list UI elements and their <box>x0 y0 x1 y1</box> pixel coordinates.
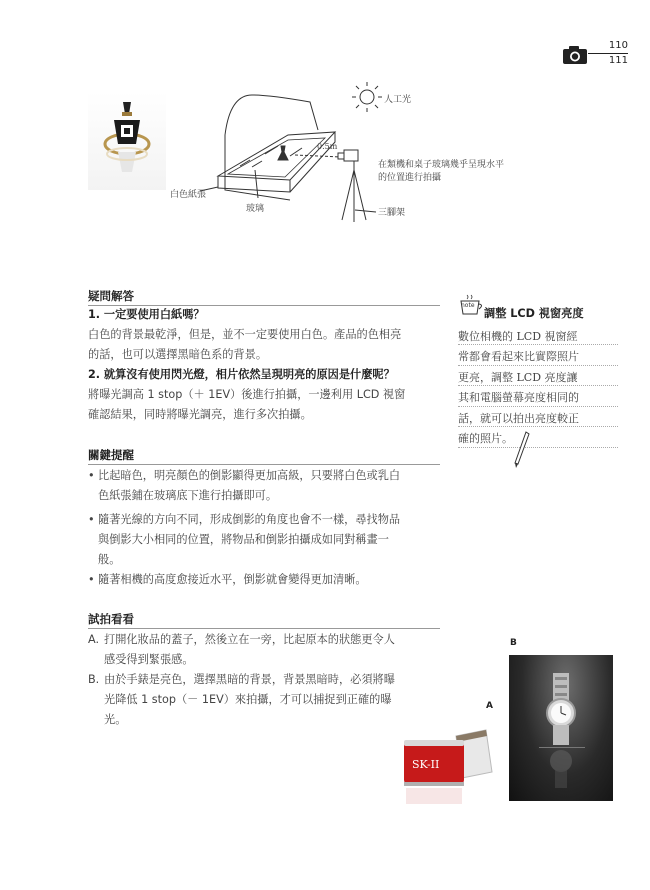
try-a-line1: 打開化妝品的蓋子，然後立在一旁，比起原本的狀態更令人 <box>104 633 395 646</box>
faq-title: 疑問解答 <box>88 289 134 303</box>
try-b-line3: 光。 <box>104 713 127 726</box>
faq-answer-1-line1: 白色的背景最乾淨，但是，並不一定要使用白色。產品的色相亮 <box>88 328 402 341</box>
tip-1-line2: 色紙張鋪在玻璃底下進行拍攝即可。 <box>98 489 278 502</box>
try-b-line1: 由於手錶是亮色，選擇黑暗的背景，背景黑暗時，必須將曝 <box>104 673 395 686</box>
note-badge-text: note <box>461 302 475 309</box>
tips-divider <box>88 464 440 465</box>
note-body <box>458 325 618 455</box>
photo-b-label: B <box>510 638 517 648</box>
setup-sketch <box>170 70 590 240</box>
note-title: 調整 LCD 視窗亮度 <box>484 307 584 320</box>
faq-answer-1-line2: 的話，也可以選擇黑暗色系的背景。 <box>88 348 268 361</box>
watch-photo <box>509 655 613 801</box>
sk2-brand-text: SK-II <box>412 758 440 771</box>
glass-label: 玻璃 <box>246 204 265 214</box>
tip-2-line1: 隨著光線的方向不同，形成倒影的角度也會不一樣，尋找物品 <box>98 513 401 526</box>
light-label: 人工光 <box>384 95 412 105</box>
tip-bullet-2: • <box>88 513 95 526</box>
page-number-right: 111 <box>608 55 628 66</box>
page-numbers <box>588 40 628 67</box>
camera-icon <box>562 44 588 70</box>
try-a-label: A. <box>88 633 100 646</box>
pen-icon <box>512 430 530 474</box>
tripod-label: 三腳架 <box>378 208 406 218</box>
tip-bullet-1: • <box>88 469 95 482</box>
note-line-5: 話，就可以拍出亮度較正 <box>458 412 579 425</box>
note-badge <box>458 294 486 320</box>
try-title: 試拍看看 <box>88 612 134 626</box>
try-divider <box>88 628 440 629</box>
faq-question-1: 1. 一定要使用白紙嗎？ <box>88 308 205 321</box>
note-line-3: 更亮，調整 LCD 亮度讓 <box>458 371 578 384</box>
photo-a-label: A <box>486 701 493 711</box>
camera-note-line1: 在類機和桌子玻璃幾乎呈現水平 <box>378 160 505 170</box>
faq-question-2: 2. 就算沒有使用閃光燈，相片依然呈現明亮的原因是什麼呢？ <box>88 368 395 381</box>
note-line-1: 數位相機的 LCD 視窗經 <box>458 330 578 343</box>
note-line-2: 常都會看起來比實際照片 <box>458 350 579 363</box>
distance-label: 0.5m <box>317 142 338 151</box>
camera-note-line2: 的位置進行拍攝 <box>378 173 442 183</box>
tip-bullet-3: • <box>88 573 95 586</box>
try-b-label: B. <box>88 673 100 686</box>
page-number-left: 110 <box>608 40 628 51</box>
tip-2-line3: 般。 <box>98 553 121 566</box>
note-line-4: 其和電腦螢幕亮度相同的 <box>458 391 579 404</box>
cosmetic-jar-photo <box>398 712 502 812</box>
paper-label: 白色紙張 <box>170 190 207 200</box>
faq-answer-2-line2: 確認結果，同時將曝光調亮，進行多次拍攝。 <box>88 408 312 421</box>
tip-1-line1: 比起暗色，明亮顏色的倒影顯得更加高級，只要將白色或乳白 <box>98 469 401 482</box>
try-b-line2: 光降低 1 stop（－ 1EV）來拍攝，才可以捕捉到正確的曝 <box>104 693 392 706</box>
try-a-line2: 感受得到緊張感。 <box>104 653 194 666</box>
tip-2-line2: 與倒影大小相同的位置，將物品和倒影拍攝成如同對稱畫一 <box>98 533 389 546</box>
tip-3-line1: 隨著相機的高度愈接近水平，倒影就會變得更加清晰。 <box>98 573 367 586</box>
tips-title: 關鍵提醒 <box>88 448 134 462</box>
faq-answer-2-line1: 將曝光調高 1 stop（＋ 1EV）後進行拍攝，一邊利用 LCD 視窗 <box>88 388 406 401</box>
note-line-6: 確的照片。 <box>458 432 513 445</box>
ring-photo <box>88 92 166 190</box>
